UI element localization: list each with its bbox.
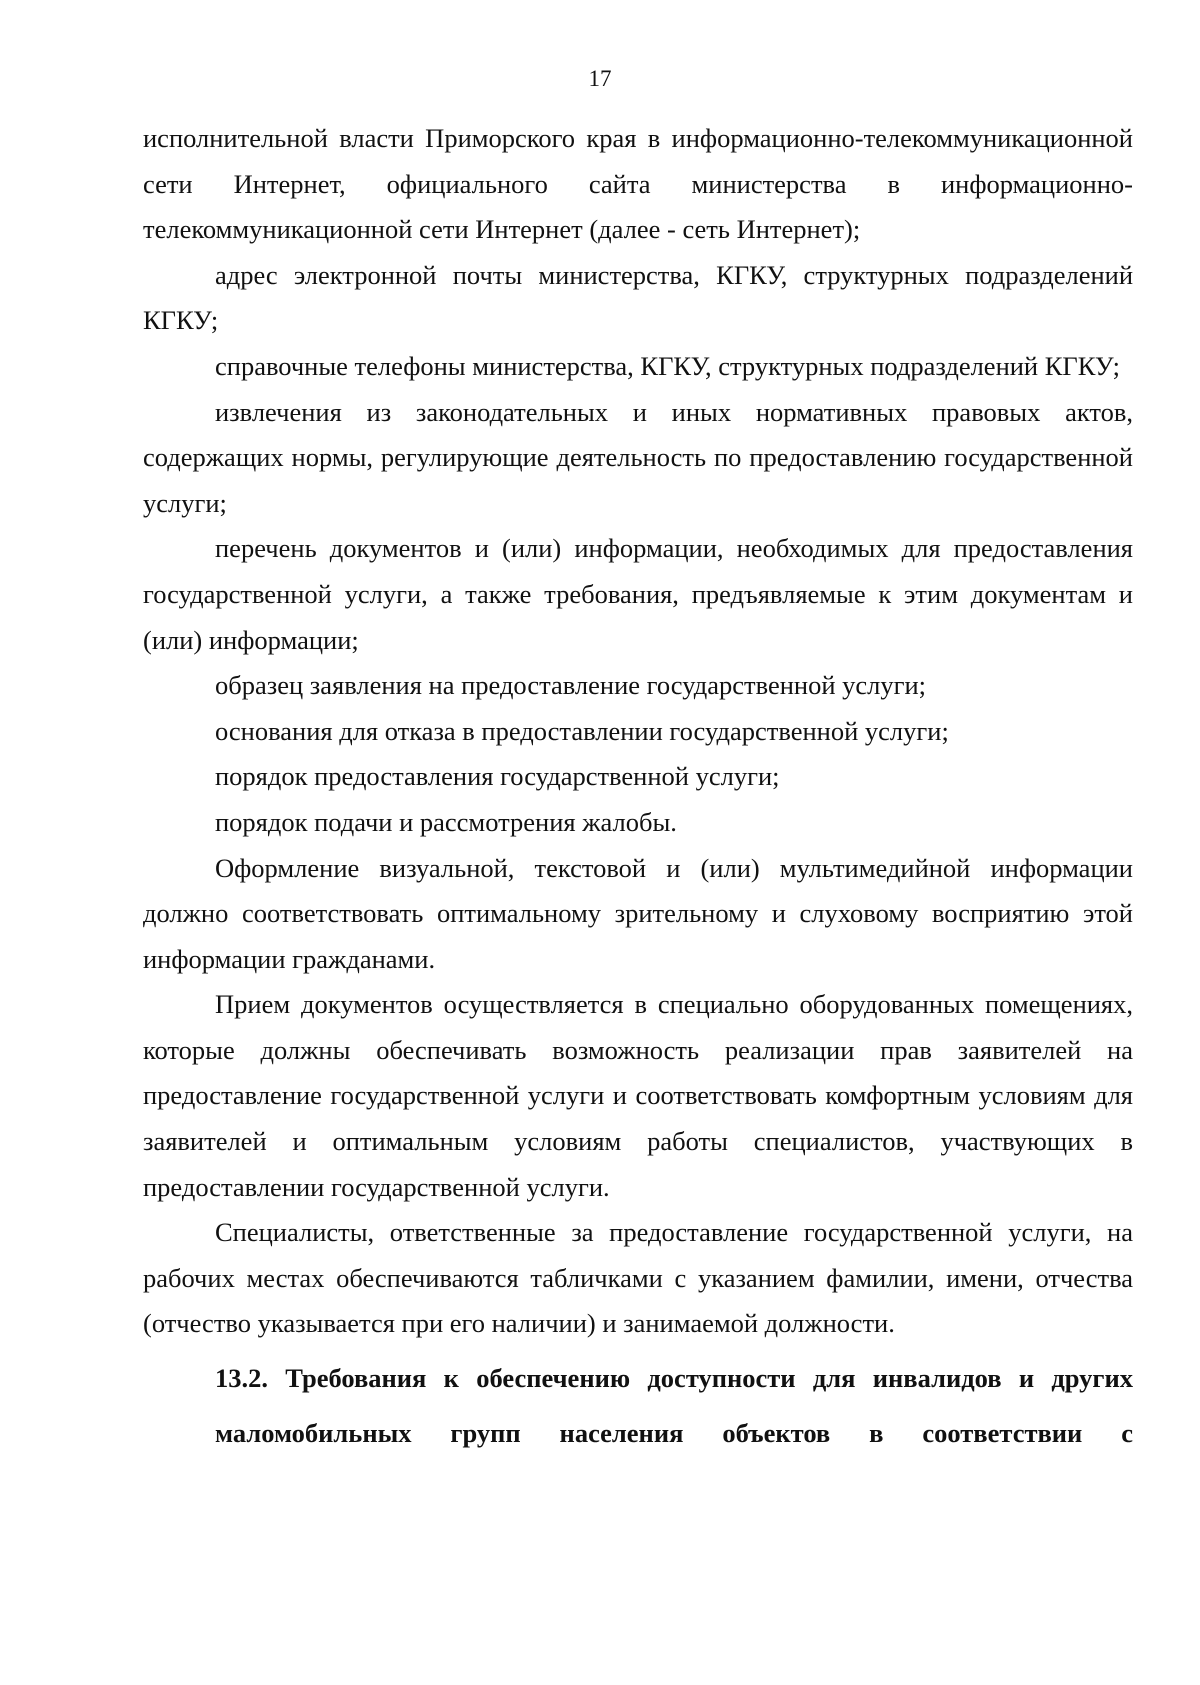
paragraph-official-site: исполнительной власти Приморского края в информационно-телекоммуникационной сети Интернет, официального сайта министерства в информационно-телекоммуникационной сети Интернет (далее - сеть Интернет); bbox=[143, 123, 1133, 245]
paragraph-information-design: Оформление визуальной, текстовой и (или) мультимедийной информации должно соответствовать оптимальному зрительному и слуховому восприятию этой информации гражданами. bbox=[143, 852, 1133, 974]
paragraph-document-reception: Прием документов осуществляется в специально оборудованных помещениях, которые должны обеспечивать возможность реализации прав заявителей на предоставление государственной услуги и соответствовать комфортным условиям для заявителей и оптимальным условиям работы специалистов, участвующих в предоставлении государственной услуги. bbox=[143, 989, 1133, 1202]
paragraph-refusal-grounds: основания для отказа в предоставлении государственной услуги; bbox=[215, 715, 949, 746]
section-heading-line-2: маломобильных групп населения объектов в соответствии с bbox=[215, 1418, 1133, 1449]
paragraph-application-sample: образец заявления на предоставление государственной услуги; bbox=[215, 670, 927, 701]
paragraph-email-address: адрес электронной почты министерства, КГКУ, структурных подразделений КГКУ; bbox=[143, 259, 1133, 336]
paragraph-service-procedure: порядок предоставления государственной услуги; bbox=[215, 761, 780, 792]
paragraph-document-list: перечень документов и (или) информации, необходимых для предоставления государственной услуги, а также требования, предъявляемые к этим документам и (или) информации; bbox=[143, 533, 1133, 655]
section-heading-13-2 bbox=[143, 1351, 1133, 1461]
paragraph-legal-extracts: извлечения из законодательных и иных нормативных правовых актов, содержащих нормы, регулирующие деятельность по предоставлению государственной услуги; bbox=[143, 396, 1133, 518]
document-body bbox=[143, 116, 1133, 1461]
paragraph-complaint-procedure: порядок подачи и рассмотрения жалобы. bbox=[215, 806, 677, 837]
paragraph-specialists-nameplates: Специалисты, ответственные за предоставление государственной услуги, на рабочих местах обеспечиваются табличками с указанием фамилии, имени, отчества (отчество указывается при его наличии) и занимаемой должности. bbox=[143, 1217, 1133, 1339]
paragraph-reference-phones: справочные телефоны министерства, КГКУ, структурных подразделений КГКУ; bbox=[215, 350, 1120, 381]
page-number: 17 bbox=[588, 66, 612, 91]
section-heading-line-1: 13.2. Требования к обеспечению доступности для инвалидов и других bbox=[215, 1363, 1133, 1394]
